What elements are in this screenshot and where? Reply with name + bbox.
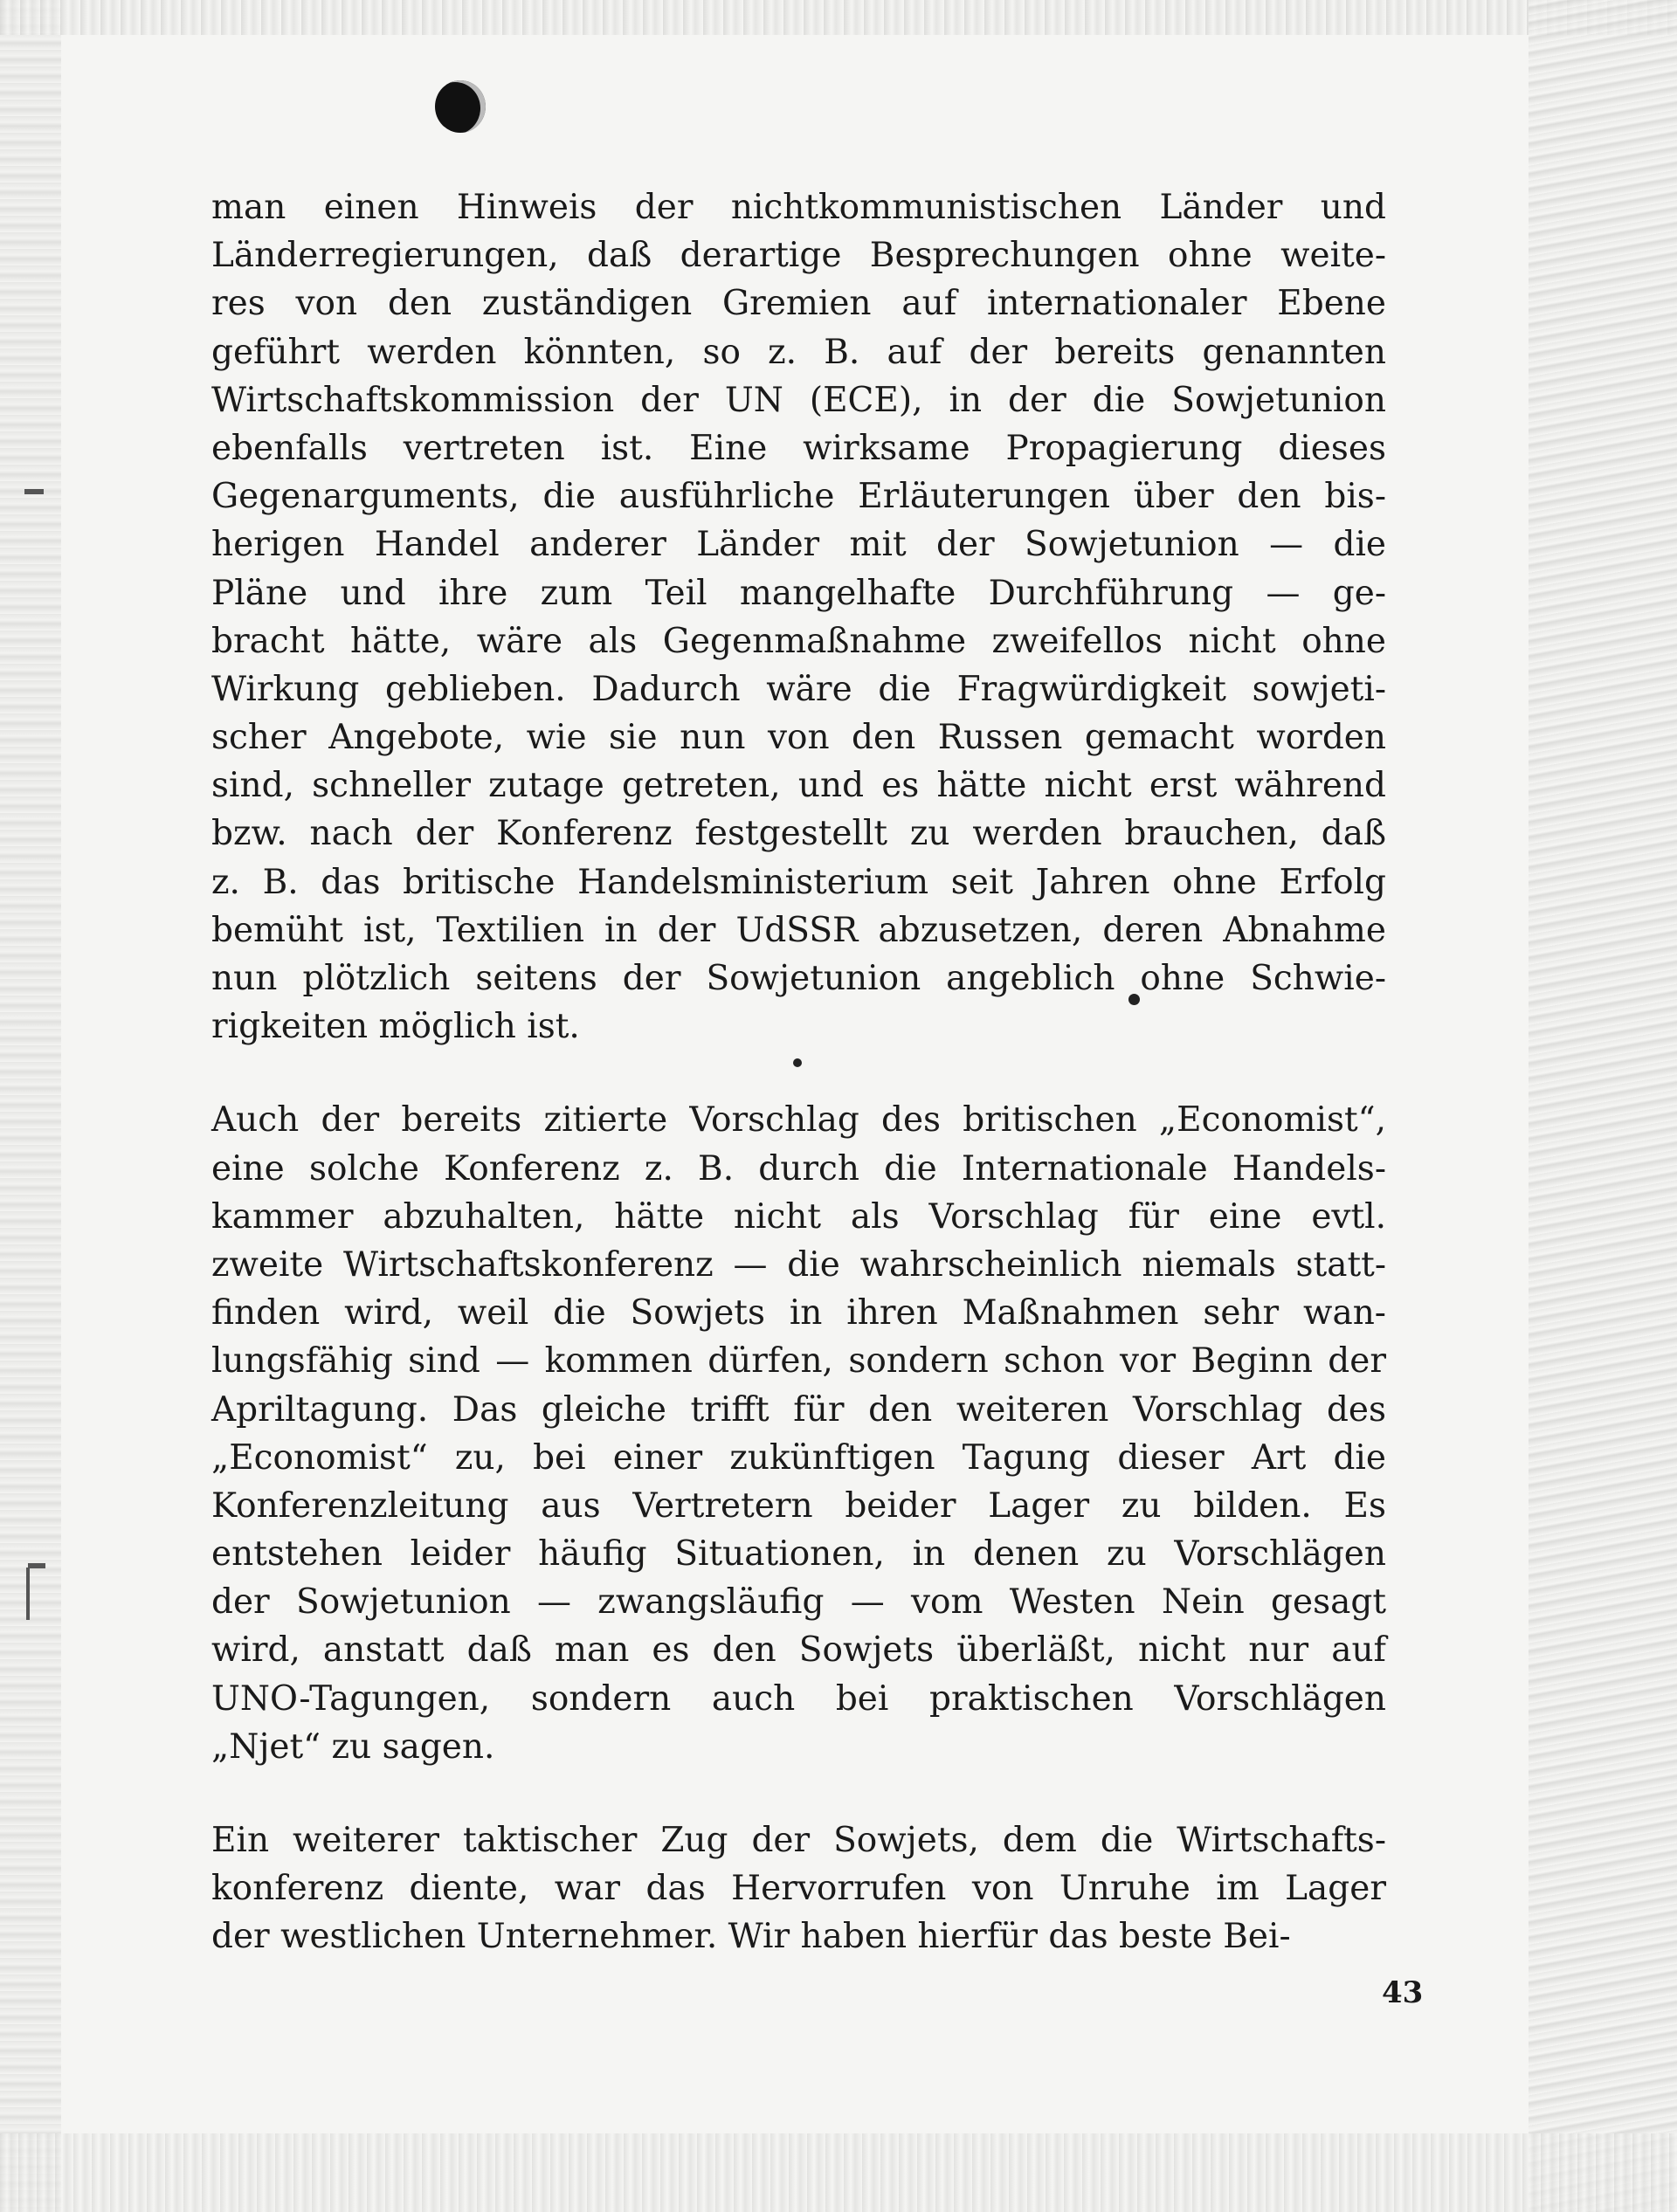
paragraph	[211, 183, 1386, 1051]
paragraph-gap	[211, 1771, 1386, 1816]
scan-noise-top	[0, 0, 1677, 35]
text-line: Pläne und ihre zum Teil mangelhafte Durchführung — ge-	[211, 573, 1386, 613]
text-line: kammer abzuhalten, hätte nicht als Vorschlag für eine evtl.	[211, 1196, 1386, 1237]
edge-mark	[26, 1568, 30, 1620]
text-line: bzw. nach der Konferenz festgestellt zu werden brauchen, daß	[211, 814, 1386, 854]
scan-noise-right	[1529, 0, 1677, 2212]
text-line: Apriltagung. Das gleiche trifft für den weiteren Vorschlag des	[211, 1389, 1386, 1430]
text-line: entstehen leider häufig Situationen, in denen zu Vorschlägen	[211, 1534, 1386, 1575]
text-line: rigkeiten möglich ist.	[211, 1007, 580, 1047]
paragraph-gap	[211, 1051, 1386, 1096]
text-line: „Njet“ zu sagen.	[211, 1726, 495, 1767]
scan-noise-bottom	[0, 2133, 1677, 2212]
text-line: Gegenarguments, die ausführliche Erläuterungen über den bis-	[211, 477, 1386, 517]
text-line: eine solche Konferenz z. B. durch die Internationale Handels-	[211, 1148, 1386, 1189]
paragraph	[211, 1096, 1386, 1771]
text-line: der westlichen Unternehmer. Wir haben hierfür das beste Bei-	[211, 1917, 1291, 1957]
page-number: 43	[1382, 1975, 1424, 2010]
edge-mark	[24, 489, 44, 494]
text-line: Länderregierungen, daß derartige Besprechungen ohne weite-	[211, 236, 1386, 276]
body-text	[211, 183, 1386, 1961]
text-line: ebenfalls vertreten ist. Eine wirksame Propagierung dieses	[211, 428, 1386, 468]
text-line: Ein weiterer taktischer Zug der Sowjets, dem die Wirtschafts-	[211, 1821, 1386, 1860]
text-line: bracht hätte, wäre als Gegenmaßnahme zweifellos nicht ohne	[211, 621, 1386, 661]
punch-hole	[435, 80, 486, 133]
text-line: Wirkung geblieben. Dadurch wäre die Fragwürdigkeit sowjeti-	[211, 669, 1386, 709]
scan-noise-left	[0, 0, 61, 2212]
text-line: Konferenzleitung aus Vertretern beider Lager zu bilden. Es	[211, 1485, 1386, 1526]
text-line: UNO-Tagungen, sondern auch bei praktischen Vorschlägen	[211, 1678, 1386, 1719]
text-line: nun plötzlich seitens der Sowjetunion angeblich ohne Schwie-	[211, 959, 1386, 998]
text-line: herigen Handel anderer Länder mit der Sowjetunion — die	[211, 525, 1386, 565]
text-line: bemüht ist, Textilien in der UdSSR abzusetzen, deren Abnahme	[211, 910, 1386, 950]
text-line: „Economist“ zu, bei einer zukünftigen Tagung dieser Art die	[211, 1437, 1386, 1478]
text-line: lungsfähig sind — kommen dürfen, sondern schon vor Beginn der	[211, 1341, 1386, 1382]
text-line: finden wird, weil die Sowjets in ihren Maßnahmen sehr wan-	[211, 1293, 1386, 1333]
text-line: konferenz diente, war das Hervorrufen von Unruhe im Lager	[211, 1869, 1386, 1909]
text-line: wird, anstatt daß man es den Sowjets überläßt, nicht nur auf	[211, 1630, 1386, 1671]
text-line: zweite Wirtschaftskonferenz — die wahrscheinlich niemals statt-	[211, 1244, 1386, 1285]
text-line: z. B. das britische Handelsministerium seit Jahren ohne Erfolg	[211, 862, 1386, 902]
text-line: Wirtschaftskommission der UN (ECE), in der die Sowjetunion	[211, 380, 1386, 420]
text-line: res von den zuständigen Gremien auf internationaler Ebene	[211, 284, 1386, 324]
text-line: der Sowjetunion — zwangsläufig — vom Westen Nein gesagt	[211, 1582, 1386, 1623]
text-line: Auch der bereits zitierte Vorschlag des britischen „Economist“,	[211, 1100, 1386, 1140]
text-line: sind, schneller zutage getreten, und es hätte nicht erst während	[211, 766, 1386, 806]
paragraph	[211, 1816, 1386, 1961]
edge-mark	[28, 1563, 45, 1568]
text-line: man einen Hinweis der nichtkommunistischen Länder und	[211, 188, 1386, 227]
text-line: geführt werden könnten, so z. B. auf der bereits genannten	[211, 332, 1386, 372]
text-line: scher Angebote, wie sie nun von den Russen gemacht worden	[211, 718, 1386, 758]
